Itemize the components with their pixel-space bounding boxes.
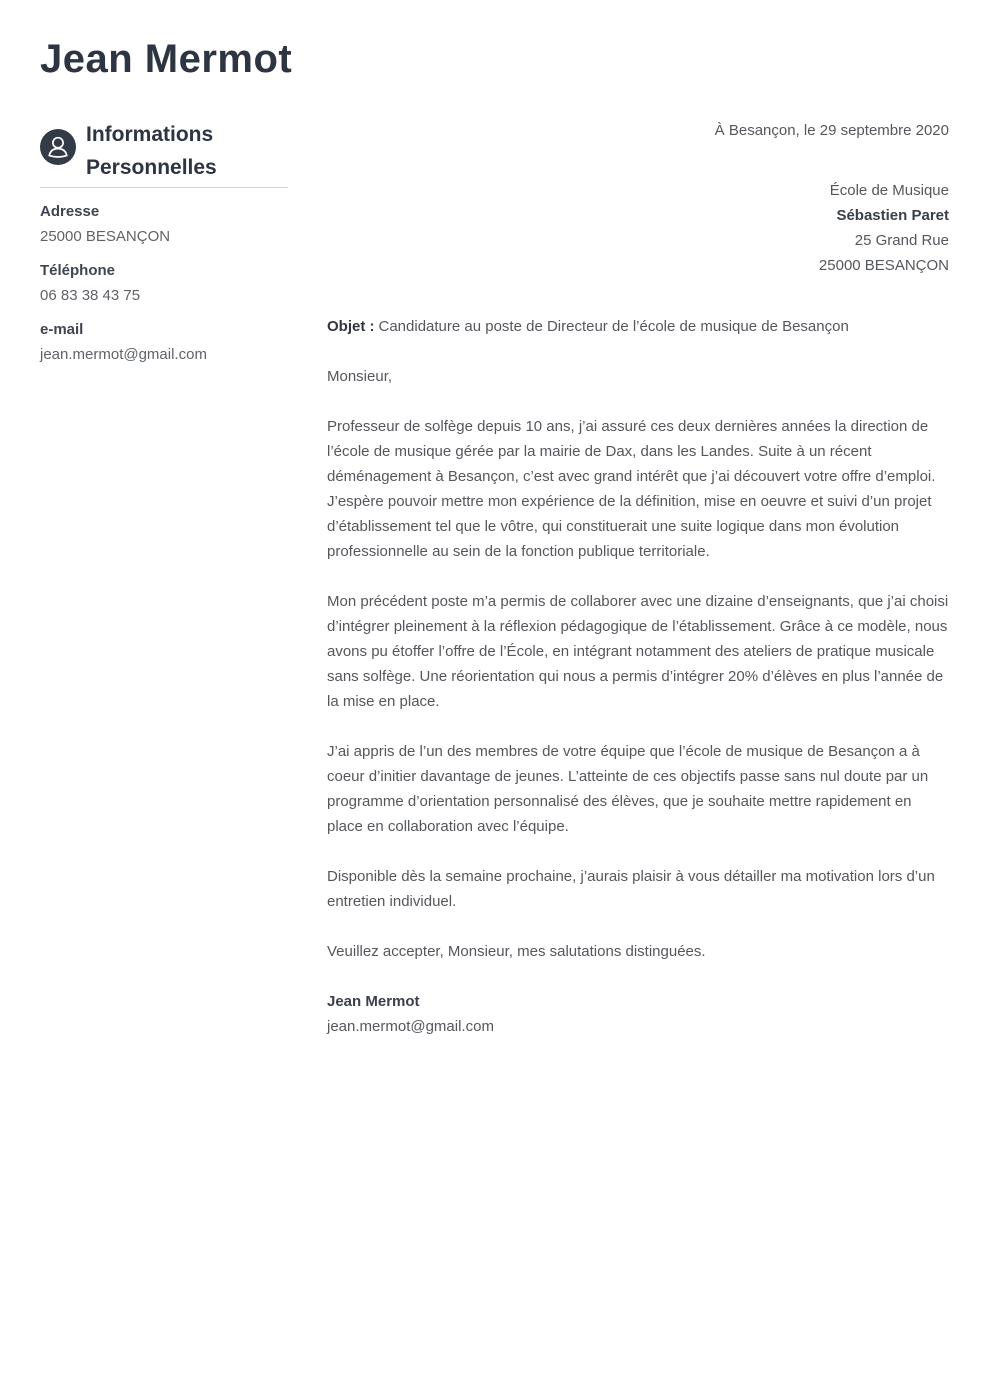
sidebar-item-adresse <box>40 199 288 249</box>
salutation: Monsieur, <box>327 368 393 385</box>
personal-info-header <box>40 117 288 184</box>
closing-line: Veuillez accepter, Monsieur, mes salutations distinguées. <box>327 943 706 960</box>
letter-paragraph-2: Mon précédent poste m’a permis de collaborer avec une dizaine d’enseignants, que j’ai choisi d’intégrer pleinement à la réflexion pédagogique de l’établissement. Grâce à ce modèle, nous avons pu étoffer l’offre de l’École, en intégrant notamment des ateliers de pratique musicale sans solfège. Une réorientation qui nous a permis d’intégrer 20% d’élèves en plus l’année de la mise en place. <box>327 593 949 710</box>
sidebar-item-telephone <box>40 258 288 308</box>
subject-line <box>327 314 949 339</box>
section-title-informations-personnelles: Informations Personnelles <box>86 123 217 179</box>
recipient-city: 25000 BESANÇON <box>818 257 949 274</box>
sidebar-items <box>40 188 288 367</box>
signature-email: jean.mermot@gmail.com <box>327 1018 494 1035</box>
signature-name: Jean Mermot <box>327 993 420 1010</box>
email-value: jean.mermot@gmail.com <box>40 346 207 363</box>
letter-paragraph-4: Disponible dès la semaine prochaine, j’aurais plaisir à vous détailler ma motivation lors d’un entretien individuel. <box>327 868 935 910</box>
signature-block <box>327 989 949 1039</box>
letter-paragraph-3: J’ai appris de l’un des membres de votre équipe que l’école de musique de Besançon a à coeur d’initier davantage de jeunes. L’atteinte de ces objectifs passe sans nul doute par un programme d’orientation personnalisé des élèves, que je souhaite mettre rapidement en place en collaboration avec l’équipe. <box>327 743 929 835</box>
adresse-label: Adresse <box>40 203 100 220</box>
subject-text: Candidature au poste de Directeur de l’école de musique de Besançon <box>378 318 849 335</box>
personal-info-sidebar <box>40 117 288 376</box>
recipient-block <box>327 178 949 278</box>
letter-body <box>327 118 949 1039</box>
person-icon <box>40 129 76 165</box>
subject-label: Objet : <box>327 318 375 335</box>
email-label: e-mail <box>40 321 84 338</box>
recipient-organization: École de Musique <box>829 182 949 199</box>
telephone-value: 06 83 38 43 75 <box>40 287 141 304</box>
adresse-value: 25000 BESANÇON <box>40 228 171 245</box>
date-line: À Besançon, le 29 septembre 2020 <box>714 122 949 139</box>
sidebar-item-email <box>40 317 288 367</box>
page-title: Jean Mermot <box>40 37 293 81</box>
letter-paragraph-1: Professeur de solfège depuis 10 ans, j’ai assuré ces deux dernières années la direction de l’école de musique gérée par la mairie de Dax, dans les Landes. Suite à un récent déménagement à Besançon, c’est avec grand intérêt que j’ai découvert votre offre d’emploi. J’espère pouvoir mettre mon expérience de la définition, mise en oeuvre et suivi d’un projet d’établissement tel que le vôtre, qui constituerait une suite logique dans mon évolution professionnelle au sein de la fonction publique territoriale. <box>327 418 936 560</box>
recipient-street: 25 Grand Rue <box>854 232 949 249</box>
telephone-label: Téléphone <box>40 262 116 279</box>
recipient-name: Sébastien Paret <box>836 207 949 224</box>
